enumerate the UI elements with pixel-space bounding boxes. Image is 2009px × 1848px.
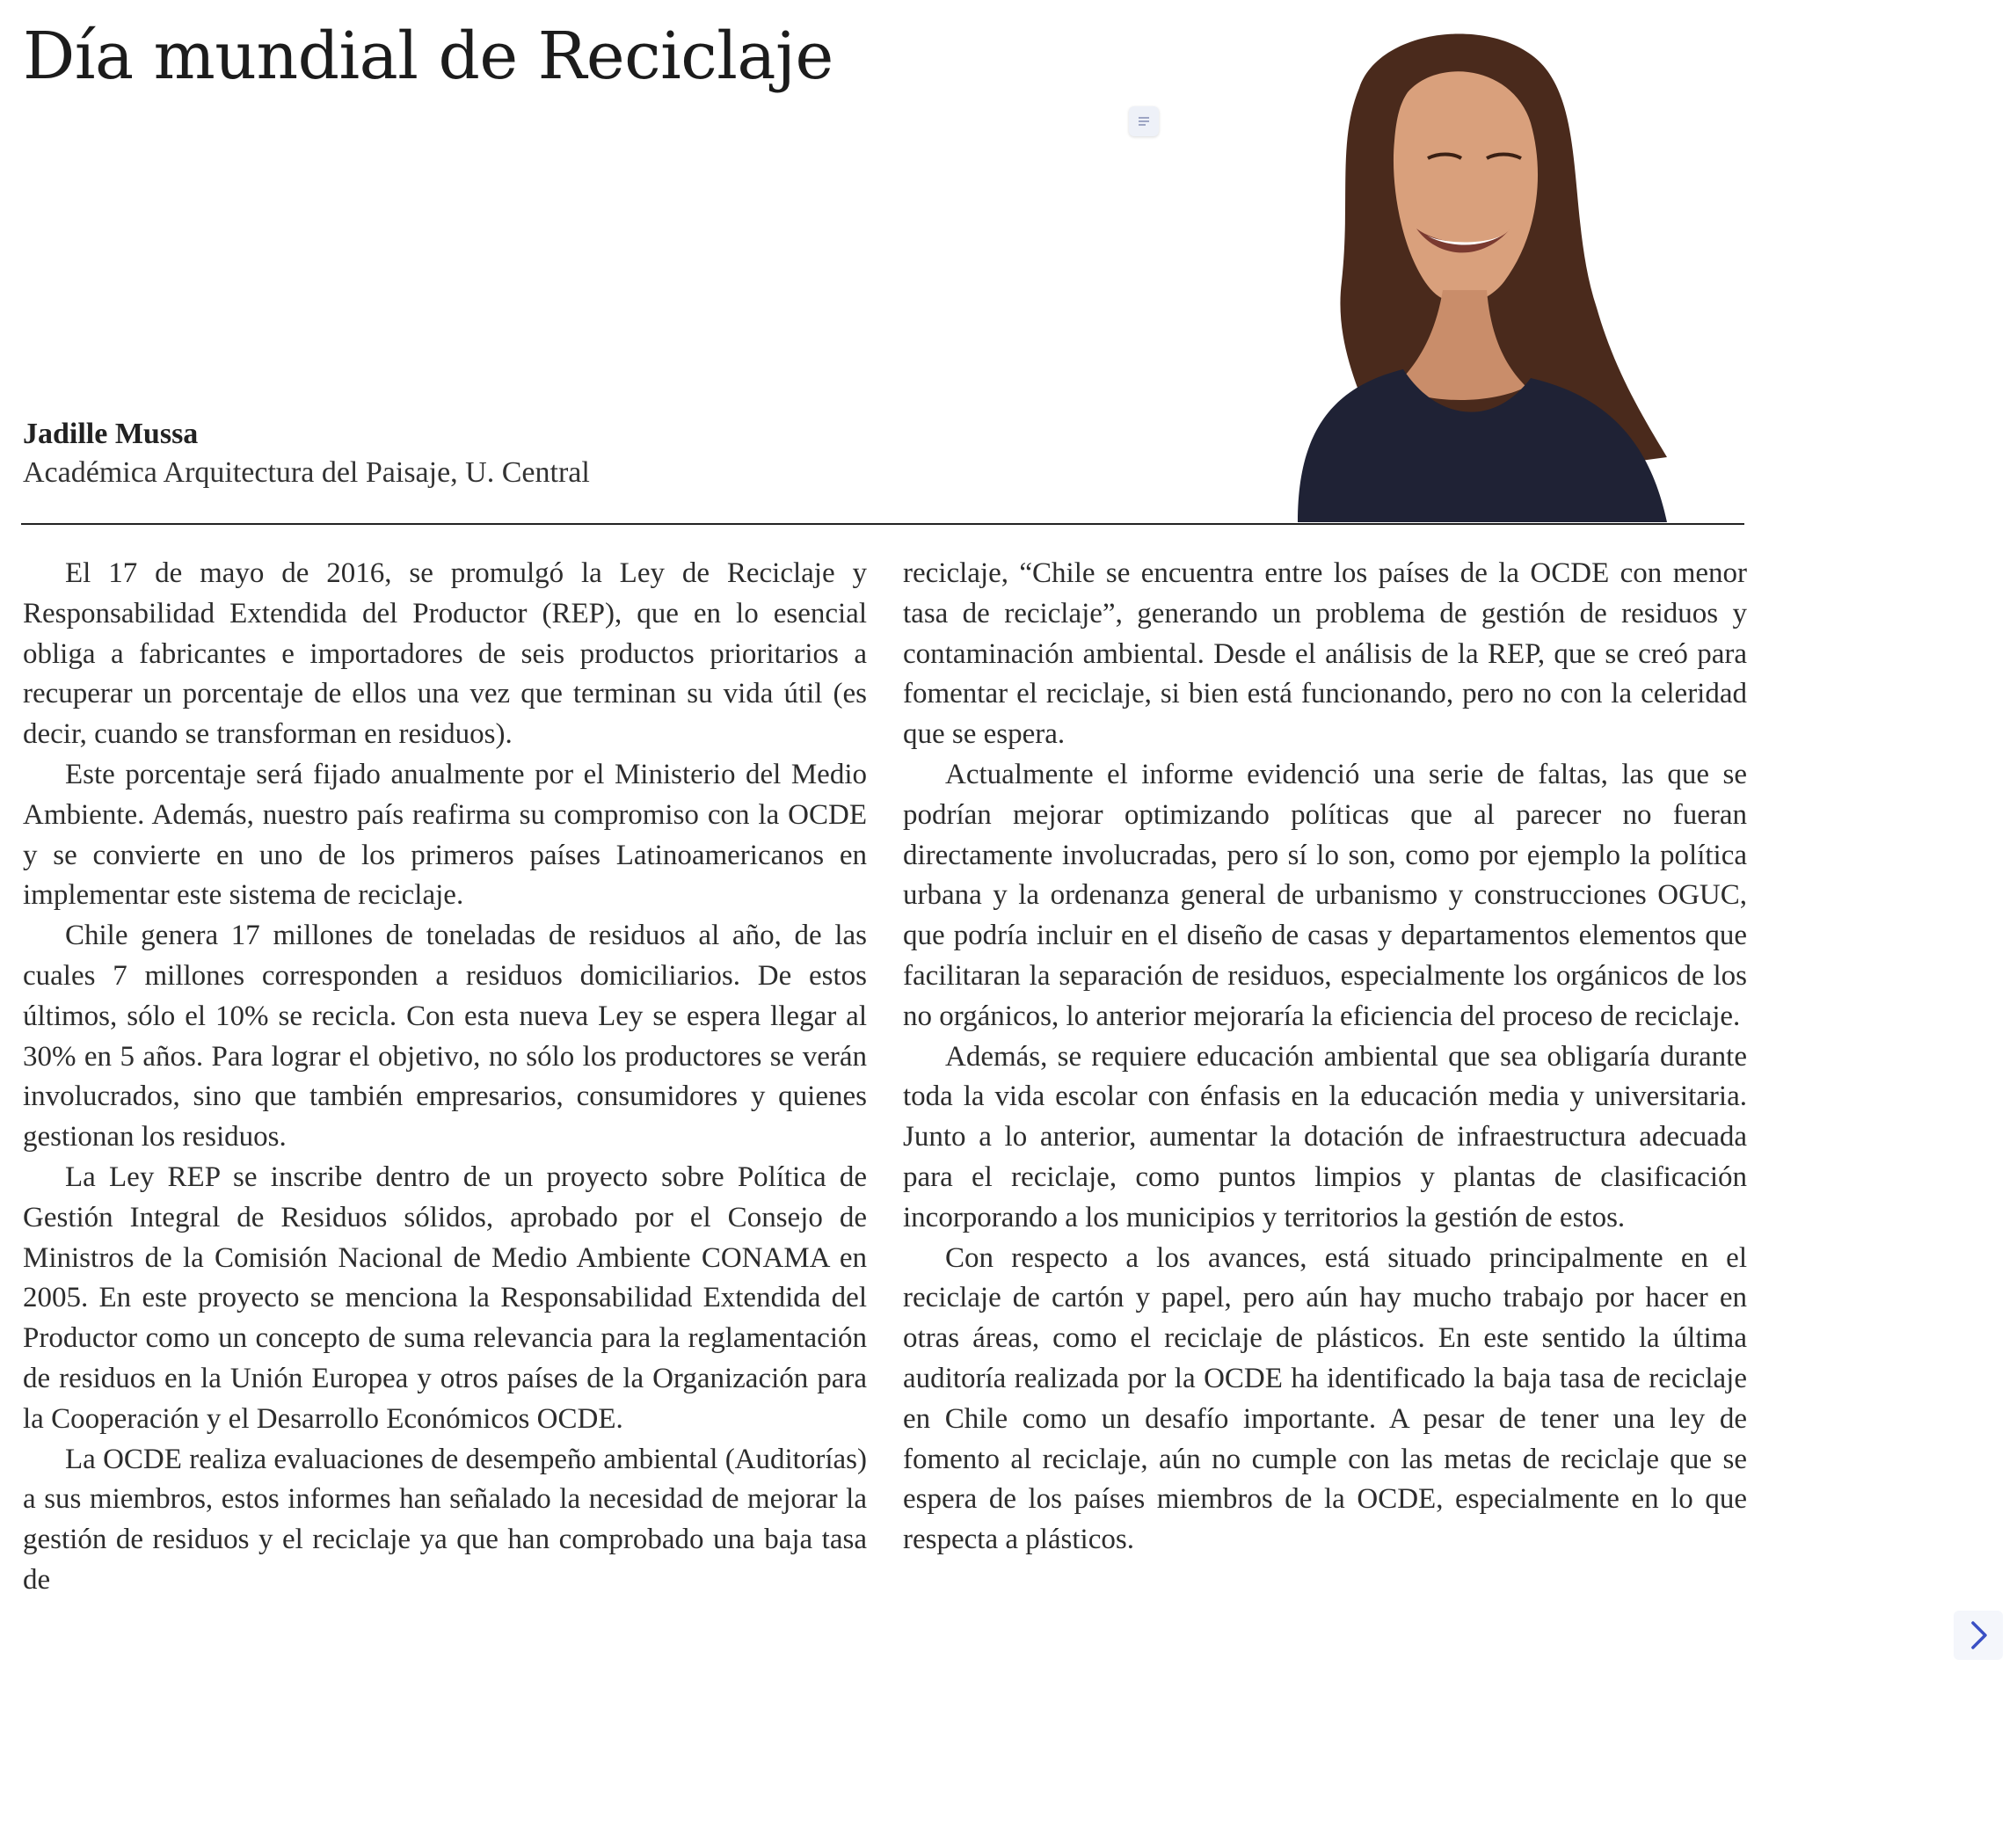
note-icon[interactable] bbox=[1129, 106, 1159, 136]
author-role: Académica Arquitectura del Paisaje, U. Central bbox=[23, 456, 590, 489]
paragraph-continuation: reciclaje, “Chile se encuentra entre los países de la OCDE con menor tasa de reciclaje”, generando un problema de gestión de residuos y contaminación ambiental. Desde el análisis de la REP, que se creó para fomentar el reciclaje, si bien está funcionando, pero no con la celeridad que se espera. bbox=[903, 557, 1747, 751]
paragraph: Este porcentaje será fijado anualmente por el Ministerio del Medio Ambiente. Además, nuestro país reafirma su compromiso con la OCDE y se convierte en uno de los primeros países Latinoamericanos en implementar este sistema de reciclaje. bbox=[23, 758, 867, 912]
paragraph: Con respecto a los avances, está situado principalmente en el reciclaje de cartón y papel, pero aún hay mucho trabajo por hacer en otras áreas, como el reciclaje de plásticos. En este sentido la última auditoría realizada por la OCDE ha identificado la baja tasa de reciclaje en Chile como un desafío importante. A pesar de tener una ley de fomento al reciclaje, aún no cumple con las metas de reciclaje que se espera de los países miembros de la OCDE, especialmente en lo que respecta a plásticos. bbox=[903, 1241, 1747, 1556]
paragraph: Actualmente el informe evidenció una serie de faltas, las que se podrían mejorar optimizando políticas que al parecer no fueran directamente involucradas, pero sí lo son, como por ejemplo la política urbana y la ordenanza general de urbanismo y construcciones OGUC, que podría incluir en el diseño de casas y departamentos elementos que facilitaran la separación de residuos, especialmente los orgánicos de los no orgánicos, lo anterior mejoraría la eficiencia del proceso de reciclaje. bbox=[903, 758, 1747, 1032]
headline: Día mundial de Reciclaje bbox=[23, 18, 833, 94]
author-name: Jadille Mussa bbox=[23, 418, 199, 450]
paragraph: Chile genera 17 millones de toneladas de residuos al año, de las cuales 7 millones corresponden a residuos domiciliarios. De estos últimos, sólo el 10% se recicla. Con esta nueva Ley se espera llegar al 30% en 5 años. Para lograr el objetivo, no sólo los productores se verán involucrados, sino que también empresarios, consumidores y quienes gestionan los residuos. bbox=[23, 920, 867, 1153]
text-column-right bbox=[903, 554, 1747, 1820]
divider bbox=[21, 523, 1744, 525]
paragraph: La Ley REP se inscribe dentro de un proyecto sobre Política de Gestión Integral de Residuos sólidos, aprobado por el Consejo de Ministros de la Comisión Nacional de Medio Ambiente CONAMA en 2005. En este proyecto se menciona la Responsabilidad Extendida del Productor como un concepto de suma relevancia para la reglamentación de residuos en la Unión Europea y otros países de la Organización para la Cooperación y el Desarrollo Económicos OCDE. bbox=[23, 1160, 867, 1435]
chevron-right-icon bbox=[1954, 1611, 2003, 1660]
paragraph: El 17 de mayo de 2016, se promulgó la Ley de Reciclaje y Responsabilidad Extendida del Productor (REP), que en lo esencial obliga a fabricantes e importadores de seis productos prioritarios a recuperar un porcentaje de ellos una vez que terminan su vida útil (es decir, cuando se transforman en residuos). bbox=[23, 557, 867, 751]
paragraph: La OCDE realiza evaluaciones de desempeño ambiental (Auditorías) a sus miembros, estos informes han señalado la necesidad de mejorar la gestión de residuos y el reciclaje ya que han comprobado una baja tasa de bbox=[23, 1443, 867, 1596]
author-photo bbox=[1227, 18, 1688, 522]
paragraph: Además, se requiere educación ambiental que sea obligaría durante toda la vida escolar con énfasis en la educación media y universitaria. Junto a lo anterior, aumentar la dotación de infraestructura adecuada para el reciclaje, como puntos limpios y plantas de clasificación incorporando a los municipios y territorios la gestión de estos. bbox=[903, 1040, 1747, 1233]
text-column-left bbox=[23, 554, 867, 1820]
byline bbox=[23, 415, 590, 492]
next-page-button[interactable] bbox=[1954, 1611, 2003, 1660]
